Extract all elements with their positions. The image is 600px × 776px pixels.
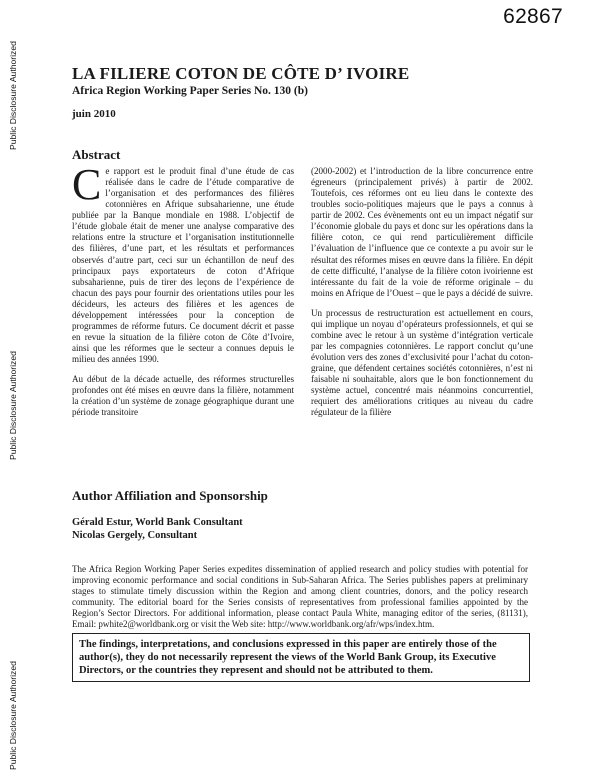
report-number: 62867 — [503, 5, 563, 28]
abstract-paragraph-4: Un processus de restructuration est actuellement en cours, qui implique un noyau d’opérateurs professionnels, et qui se combine avec le retour à un système d’intégration verticale par les compagnies cotonnières. Le rapport conclut qu’une évolution vers des zones d’exclusivité pour l’achat du coton-graine, que défendent certaines sociétés cotonnières, n’est ni faisable ni souhaitable, alors que le bon fonctionnement du système actuel, concentré mais néanmoins concurrentiel, requiert des améliorations critiques au niveau du cadre régulateur de la filière — [311, 307, 533, 418]
abstract-column-right — [311, 166, 533, 427]
abstract-paragraph-1-text: e rapport est le produit final d’une étude de cas réalisée dans le cadre de l’étude comparative de l’organisation et des performances des filières cotonnières en Afrique subsaharienne, une étude publiée par la Banque mondiale en 1988. L’objectif de l’étude globale était de mener une analyse comparative des relations entre la structure et l’organisation institutionnelle des filières, d’une part, et les résultats et performances observés d’autre part, ceci sur un échantillon de neuf des principaux pays exportateurs de coton d’Afrique subsaharienne, puis de tirer des leçons de l’expérience de chacun des pays pour fournir des orientations utiles pour les décideurs, les acteurs des filières et les agences de développement intéressées pour la conception de programmes de réforme futurs. Ce document décrit et passe en revue la situation de la filière coton de Côte d’Ivoire, ainsi que les réformes que le secteur a connues depuis le milieu des années 1990. — [72, 166, 294, 365]
abstract-paragraph-3: (2000-2002) et l’introduction de la libre concurrence entre égreneurs (principalement privés) à partir de 2002. Toutefois, ces réformes ont eu lieu dans le contexte des troubles socio-politiques majeurs que le pays a connus à partir de 2002. Ces évènements ont eu un impact négatif sur l’économie globale du pays et donc sur les opérations dans la filière coton, ce qui rend particulièrement difficile l’évaluation de l’influence que ce contexte a pu avoir sur le résultat des réformes mises en œuvre dans la filière. En dépit de cette difficulté, l’analyse de la filière coton ivoirienne est intéressante du fait de la voie de réforme originale – du moins en Afrique de l’Ouest – que le pays a décidé de suivre. — [311, 166, 533, 298]
author-estur: Gérald Estur, World Bank Consultant — [72, 517, 243, 528]
abstract-heading: Abstract — [72, 147, 121, 162]
series-subtitle: Africa Region Working Paper Series No. 130 (b) — [72, 85, 308, 97]
author-gergely: Nicolas Gergely, Consultant — [72, 530, 198, 541]
abstract-paragraph-1 — [72, 160, 294, 365]
abstract-paragraph-2: Au début de la décade actuelle, des réformes structurelles profondes ont été mises en œuvre dans la filière, notamment la création d’un système de zonage géographique durant une période transitoire — [72, 374, 294, 418]
disclosure-label-top: Public Disclosure Authorized — [8, 41, 18, 150]
series-description: The Africa Region Working Paper Series expedites dissemination of applied research and policy studies with potential for improving economic performance and social conditions in Sub-Saharan Africa. The Series publishes papers at preliminary stages to stimulate timely discussion within the Region and among client countries, donors, and the policy research community. The editorial board for the Series consists of representatives from professional families appointed by the Region’s Sector Directors. For additional information, please contact Paula White, managing editor of the series, (81131), Email: pwhite2@worldbank.org or visit the Web site: http://www.worldbank.org/afr/wps/index.htm. — [72, 564, 528, 630]
affiliation-heading: Author Affiliation and Sponsorship — [72, 488, 268, 503]
disclosure-label-middle: Public Disclosure Authorized — [8, 351, 18, 460]
disclaimer-box: The findings, interpretations, and conclusions expressed in this paper are entirely those of the author(s), they do not necessarily represent the views of the World Bank Group, its Executive Directors, or the countries they represent and should not be attributed to them. — [72, 633, 530, 682]
abstract-column-left — [72, 160, 294, 427]
publication-date: juin 2010 — [72, 108, 116, 120]
document-title: LA FILIERE COTON DE CÔTE D’ IVOIRE — [72, 64, 410, 83]
disclosure-label-bottom: Public Disclosure Authorized — [8, 661, 18, 770]
drop-cap: C — [72, 160, 102, 209]
